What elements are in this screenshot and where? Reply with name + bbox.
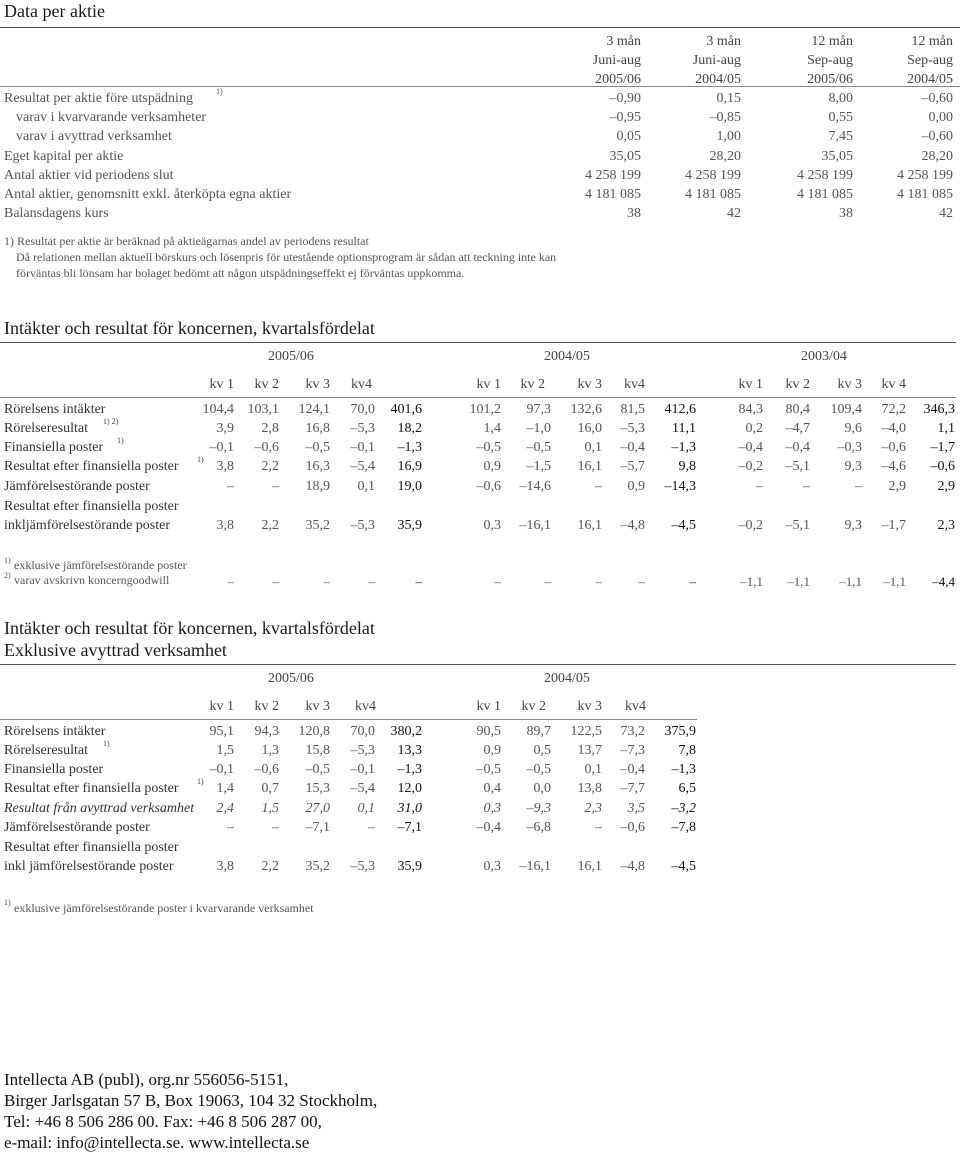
quarter-label: kv 3	[837, 377, 862, 392]
cell-value: –4,7	[785, 421, 810, 436]
cell-value: 0,3	[483, 859, 501, 874]
cell-value: 4 181 085	[585, 187, 641, 202]
note-line: Då relationen mellan aktuell börskurs och lösenpris för utestående optionsprogram är sådan att teckning inte kan	[16, 250, 557, 264]
cell-value: 70,0	[350, 402, 375, 417]
total-value: 346,3	[923, 402, 955, 417]
footnote-mark: 1)	[4, 556, 11, 565]
cell-value: 3,8	[216, 518, 234, 533]
total-value: 2,9	[937, 479, 955, 494]
cell-value: –5,4	[350, 459, 375, 474]
cell-value: 0,55	[828, 110, 853, 125]
cell-value: –0,1	[209, 440, 234, 455]
cell-value: 1,00	[716, 129, 741, 144]
cell-value: 4 181 085	[797, 187, 853, 202]
row-label: Rörelsens intäkter	[4, 724, 106, 739]
total-value: –1,3	[671, 762, 696, 777]
cell-value: –	[803, 479, 810, 494]
cell-value: 0,9	[483, 743, 501, 758]
header-line: Juni-aug	[592, 53, 641, 68]
quarter-label: kv 2	[520, 377, 545, 392]
cell-value: 2,8	[261, 421, 279, 436]
cell-value: –0,1	[209, 762, 234, 777]
cell-value: –1,5	[526, 459, 551, 474]
footnote-text: exklusive jämförelsestörande poster	[14, 558, 187, 572]
header-line: Sep-aug	[907, 53, 953, 68]
footnote-mark: 1)	[117, 436, 124, 445]
cell-value: –0,60	[921, 91, 953, 106]
cell-value: 35,05	[821, 149, 853, 164]
section2-divider	[0, 342, 956, 343]
cell-value: –5,4	[350, 781, 375, 796]
section1-divider	[0, 27, 960, 28]
cell-value: –1,0	[526, 421, 551, 436]
cell-value: 81,5	[620, 402, 645, 417]
row-label: Jämförelsestörande poster	[4, 479, 150, 494]
total-value: –4,5	[671, 518, 696, 533]
cell-value: 3,8	[216, 459, 234, 474]
cell-value: 84,3	[738, 402, 763, 417]
cell-value: 13,7	[577, 743, 602, 758]
footnote-text: exklusive jämförelsestörande poster i kvarvarande verksamhet	[14, 901, 314, 915]
quarter-label: kv 4	[881, 377, 906, 392]
cell-value: –0,2	[738, 459, 763, 474]
cell-value: 109,4	[830, 402, 862, 417]
footnote-mark: 2)	[4, 571, 11, 580]
column-header	[540, 32, 641, 89]
quarter-label: kv4	[355, 699, 376, 714]
cell-value: –	[272, 479, 279, 494]
note-line: 1) Resultat per aktie är beräknad på aktieägarnas andel av periodens resultat	[4, 234, 369, 248]
cell-value: 15,8	[305, 743, 330, 758]
row-label: Jämförelsestörande poster	[4, 820, 150, 835]
cell-value: 2,2	[261, 859, 279, 874]
header-line: Sep-aug	[807, 53, 853, 68]
quarter-label: kv 1	[476, 699, 501, 714]
row-label: Resultat per aktie före utspädning	[4, 91, 193, 106]
total-value: 9,8	[678, 459, 696, 474]
cell-value: –4,4	[932, 574, 955, 589]
column-header	[640, 32, 741, 89]
header-line: 2005/06	[807, 72, 853, 87]
cell-value: 104,4	[202, 402, 234, 417]
cell-value: 2,2	[261, 518, 279, 533]
row-label: Rörelseresultat	[4, 743, 88, 758]
year-label: 2005/06	[268, 349, 314, 364]
cell-value: –	[227, 820, 234, 835]
footnote-mark: 1)	[4, 898, 11, 907]
cell-value: –16,1	[519, 518, 551, 533]
cell-value: 103,1	[247, 402, 279, 417]
cell-value: 0,3	[483, 518, 501, 533]
section3-divider	[0, 664, 956, 665]
cell-value: 124,1	[298, 402, 330, 417]
cell-value: –5,3	[350, 421, 375, 436]
row-label: Resultat efter finansiella poster	[4, 499, 179, 514]
total-value: –3,2	[671, 801, 696, 816]
quarter-label: kv 2	[254, 377, 279, 392]
cell-value: –0,5	[305, 440, 330, 455]
cell-value: –0,1	[350, 440, 375, 455]
cell-value: 73,2	[620, 724, 645, 739]
cell-value: 16,8	[305, 421, 330, 436]
quarter-label: kv 3	[305, 377, 330, 392]
cell-value: 27,0	[305, 801, 330, 816]
total-value: 2,3	[937, 518, 955, 533]
cell-value: 1,3	[261, 743, 279, 758]
cell-value: –0,4	[620, 440, 645, 455]
cell-value: –5,3	[350, 743, 375, 758]
cell-value: 2,9	[888, 479, 906, 494]
cell-value: 90,5	[476, 724, 501, 739]
quarter-label: kv 1	[476, 377, 501, 392]
cell-value: 94,3	[254, 724, 279, 739]
cell-value: 16,1	[577, 459, 602, 474]
cell-value: 1,5	[216, 743, 234, 758]
cell-value: 97,3	[526, 402, 551, 417]
cell-value: 0,7	[261, 781, 279, 796]
cell-value: –1,1	[839, 574, 862, 589]
cell-value: 3,8	[216, 859, 234, 874]
quarter-label: kv 1	[209, 699, 234, 714]
row-label: Rörelsens intäkter	[4, 402, 106, 417]
cell-value: 38	[627, 206, 641, 221]
cell-value: 3,9	[216, 421, 234, 436]
cell-value: –0,4	[738, 440, 763, 455]
header-line: 2004/05	[695, 72, 741, 87]
cell-value: 35,05	[609, 149, 641, 164]
section3-header-divider	[0, 719, 697, 720]
cell-value: –	[756, 479, 763, 494]
footnote-mark: 1)	[103, 739, 110, 748]
quarter-label: kv 2	[785, 377, 810, 392]
cell-value: –6,8	[526, 820, 551, 835]
quarter-label: kv 1	[738, 377, 763, 392]
cell-value: –0,6	[254, 762, 279, 777]
cell-value: 16,0	[577, 421, 602, 436]
cell-value: –	[368, 820, 375, 835]
cell-value: –5,7	[620, 459, 645, 474]
cell-value: 18,9	[305, 479, 330, 494]
footnote-mark: 1)	[216, 87, 223, 96]
footnote-mark: 1)	[197, 455, 204, 464]
header-line: 12 mån	[811, 34, 853, 49]
cell-value: –0,5	[476, 762, 501, 777]
total-value: –1,3	[671, 440, 696, 455]
cell-value: 0,1	[584, 762, 602, 777]
cell-value: –0,5	[526, 440, 551, 455]
cell-value: 0,15	[716, 91, 741, 106]
row-label: inkljämförelsestörande poster	[4, 518, 171, 533]
cell-value: 4 258 199	[685, 168, 741, 183]
cell-value: –0,6	[254, 440, 279, 455]
cell-value: –	[415, 574, 422, 589]
footnote-mark: 1)	[197, 777, 204, 786]
cell-value: –5,3	[350, 518, 375, 533]
cell-value: –	[494, 574, 501, 589]
cell-value: –	[368, 574, 375, 589]
cell-value: 4 258 199	[585, 168, 641, 183]
footnote-mark: 1) 2)	[103, 417, 119, 426]
section1-notes	[4, 233, 556, 281]
cell-value: –0,6	[476, 479, 501, 494]
cell-value: 16,3	[305, 459, 330, 474]
cell-value: –4,8	[620, 518, 645, 533]
cell-value: 28,20	[921, 149, 953, 164]
cell-value: 0,2	[745, 421, 763, 436]
cell-value: 0,05	[616, 129, 641, 144]
cell-value: –14,6	[519, 479, 551, 494]
section1-title: Data per aktie	[4, 1, 105, 21]
cell-value: –4,6	[881, 459, 906, 474]
cell-value: 9,3	[844, 518, 862, 533]
cell-value: 7,45	[828, 129, 853, 144]
total-value: –4,5	[671, 859, 696, 874]
total-value: –0,6	[930, 459, 955, 474]
cell-value: 4 258 199	[897, 168, 953, 183]
address-line: Tel: +46 8 506 286 00. Fax: +46 8 506 287 00,	[4, 1112, 322, 1131]
total-value: –1,3	[397, 762, 422, 777]
address-line: Birger Jarlsgatan 57 B, Box 19063, 104 32 Stockholm,	[4, 1091, 378, 1110]
total-value: 1,1	[937, 421, 955, 436]
total-value: –14,3	[664, 479, 696, 494]
cell-value: 0,9	[483, 459, 501, 474]
cell-value: 70,0	[350, 724, 375, 739]
header-line: 2005/06	[595, 72, 641, 87]
cell-value: –	[544, 574, 551, 589]
cell-value: –4,0	[881, 421, 906, 436]
cell-value: 42	[727, 206, 741, 221]
row-label: Resultat efter finansiella poster	[4, 781, 179, 796]
cell-value: –	[272, 574, 279, 589]
total-value: 375,9	[664, 724, 696, 739]
section3-subtitle: Exklusive avyttrad verksamhet	[4, 640, 227, 660]
total-value: 7,8	[678, 743, 696, 758]
cell-value: 3,5	[627, 801, 645, 816]
cell-value: –9,3	[526, 801, 551, 816]
header-line: 3 mån	[606, 34, 641, 49]
cell-value: 95,1	[209, 724, 234, 739]
cell-value: –0,90	[609, 91, 641, 106]
quarter-label: kv 1	[209, 377, 234, 392]
row-label: Finansiella poster	[4, 440, 104, 455]
quarter-label: kv 2	[521, 699, 546, 714]
cell-value: –	[595, 820, 602, 835]
cell-value: –	[227, 574, 234, 589]
row-label: Rörelseresultat	[4, 421, 88, 436]
cell-value: –0,4	[785, 440, 810, 455]
row-label: Resultat från avyttrad verksamhet	[4, 801, 195, 816]
cell-value: –0,5	[526, 762, 551, 777]
total-value: –1,7	[930, 440, 955, 455]
total-value: –7,8	[671, 820, 696, 835]
cell-value: –7,3	[620, 743, 645, 758]
cell-value: –0,1	[350, 762, 375, 777]
row-label: Antal aktier vid periodens slut	[4, 168, 174, 183]
cell-value: –0,4	[620, 762, 645, 777]
row-label: Balansdagens kurs	[4, 206, 109, 221]
total-value: 35,9	[397, 518, 422, 533]
cell-value: –4,8	[620, 859, 645, 874]
address-line: e-mail: info@intellecta.se. www.intellecta.se	[4, 1133, 310, 1152]
cell-value: 132,6	[570, 402, 602, 417]
cell-value: 35,2	[305, 518, 330, 533]
column-header	[852, 32, 953, 89]
cell-value: –0,6	[620, 820, 645, 835]
cell-value: –0,60	[921, 129, 953, 144]
cell-value: 42	[939, 206, 953, 221]
cell-value: 0,3	[483, 801, 501, 816]
footnote-text: varav avskrivn koncerngoodwill	[14, 573, 170, 587]
cell-value: 122,5	[570, 724, 602, 739]
cell-value: 4 258 199	[797, 168, 853, 183]
cell-value: 9,6	[844, 421, 862, 436]
total-value: 12,0	[397, 781, 422, 796]
header-line: Juni-aug	[692, 53, 741, 68]
section2-header-divider	[0, 397, 956, 398]
quarter-label: kv4	[624, 377, 645, 392]
note-line: förväntas bli lönsam har bolaget bedömt att någon utspädningseffekt ej förväntas uppkomma.	[16, 266, 465, 280]
cell-value: 0,1	[357, 479, 375, 494]
cell-value: 8,00	[828, 91, 853, 106]
total-value: 11,1	[672, 421, 696, 436]
cell-value: 2,4	[216, 801, 234, 816]
quarter-label: kv4	[625, 699, 646, 714]
cell-value: 2,3	[584, 801, 602, 816]
cell-value: –5,1	[785, 518, 810, 533]
cell-value: 35,2	[305, 859, 330, 874]
cell-value: 1,4	[483, 421, 501, 436]
cell-value: 80,4	[785, 402, 810, 417]
total-value: 35,9	[397, 859, 422, 874]
cell-value: 101,2	[469, 402, 501, 417]
cell-value: –5,3	[620, 421, 645, 436]
total-value: 412,6	[664, 402, 696, 417]
cell-value: –	[689, 574, 696, 589]
cell-value: –	[272, 820, 279, 835]
row-label: Resultat efter finansiella poster	[4, 459, 179, 474]
total-value: 19,0	[397, 479, 422, 494]
cell-value: –1,7	[881, 518, 906, 533]
cell-value: 16,1	[577, 859, 602, 874]
cell-value: 1,4	[216, 781, 234, 796]
cell-value: –0,5	[305, 762, 330, 777]
total-value: –1,3	[397, 440, 422, 455]
cell-value: 28,20	[709, 149, 741, 164]
cell-value: –	[855, 479, 862, 494]
cell-value: 9,3	[844, 459, 862, 474]
quarter-label: kv 3	[577, 699, 602, 714]
quarter-label: kv 2	[254, 699, 279, 714]
cell-value: 4 181 085	[685, 187, 741, 202]
cell-value: –1,1	[787, 574, 810, 589]
cell-value: 16,1	[577, 518, 602, 533]
quarter-label: kv 3	[577, 377, 602, 392]
cell-value: –1,1	[883, 574, 906, 589]
row-label: Eget kapital per aktie	[4, 149, 124, 164]
year-label: 2004/05	[544, 349, 590, 364]
cell-value: –16,1	[519, 859, 551, 874]
row-label: inkl jämförelsestörande poster	[4, 859, 174, 874]
cell-value: 120,8	[298, 724, 330, 739]
cell-value: 2,2	[261, 459, 279, 474]
cell-value: 0,9	[627, 479, 645, 494]
company-address	[4, 1069, 377, 1153]
row-label: Resultat efter finansiella poster	[4, 840, 179, 855]
total-value: 6,5	[678, 781, 696, 796]
column-header	[752, 32, 853, 89]
cell-value: –5,1	[785, 459, 810, 474]
section2-title: Intäkter och resultat för koncernen, kvartalsfördelat	[4, 318, 375, 338]
cell-value: 0,00	[928, 110, 953, 125]
cell-value: 0,4	[483, 781, 501, 796]
cell-value: –	[227, 479, 234, 494]
year-label: 2003/04	[801, 349, 847, 364]
cell-value: 72,2	[881, 402, 906, 417]
cell-value: 38	[839, 206, 853, 221]
cell-value: –	[595, 574, 602, 589]
cell-value: –0,95	[609, 110, 641, 125]
cell-value: –0,4	[476, 820, 501, 835]
row-label: varav i avyttrad verksamhet	[16, 129, 172, 144]
cell-value: –5,3	[350, 859, 375, 874]
cell-value: –0,6	[881, 440, 906, 455]
total-value: 13,3	[397, 743, 422, 758]
cell-value: 4 181 085	[897, 187, 953, 202]
cell-value: 0,1	[357, 801, 375, 816]
cell-value: –	[323, 574, 330, 589]
row-label: varav i kvarvarande verksamheter	[16, 110, 207, 125]
cell-value: –0,3	[837, 440, 862, 455]
cell-value: –1,1	[740, 574, 763, 589]
header-line: 12 mån	[911, 34, 953, 49]
year-label: 2004/05	[544, 671, 590, 686]
cell-value: –7,7	[620, 781, 645, 796]
year-label: 2005/06	[268, 671, 314, 686]
cell-value: –7,1	[305, 820, 330, 835]
cell-value: 0,5	[533, 743, 551, 758]
row-label: Finansiella poster	[4, 762, 104, 777]
cell-value: 1,5	[261, 801, 279, 816]
cell-value: –	[595, 479, 602, 494]
quarter-label: kv 3	[305, 699, 330, 714]
quarter-label: kv4	[351, 377, 372, 392]
header-line: 3 mån	[706, 34, 741, 49]
cell-value: –0,85	[709, 110, 741, 125]
total-value: 31,0	[397, 801, 422, 816]
section1-header-divider	[0, 86, 960, 87]
section3-title: Intäkter och resultat för koncernen, kvartalsfördelat	[4, 618, 375, 638]
total-value: 401,6	[390, 402, 422, 417]
cell-value: –0,5	[476, 440, 501, 455]
total-value: 380,2	[390, 724, 422, 739]
total-value: 18,2	[397, 421, 422, 436]
address-line: Intellecta AB (publ), org.nr 556056-5151,	[4, 1070, 289, 1089]
cell-value: 13,8	[577, 781, 602, 796]
cell-value: 0,1	[584, 440, 602, 455]
cell-value: –0,2	[738, 518, 763, 533]
cell-value: 0,0	[533, 781, 551, 796]
total-value: –7,1	[397, 820, 422, 835]
cell-value: 15,3	[305, 781, 330, 796]
cell-value: 89,7	[526, 724, 551, 739]
total-value: 16,9	[397, 459, 422, 474]
header-line: 2004/05	[907, 72, 953, 87]
row-label: Antal aktier, genomsnitt exkl. återköpta egna aktier	[4, 187, 292, 202]
cell-value: –	[638, 574, 645, 589]
